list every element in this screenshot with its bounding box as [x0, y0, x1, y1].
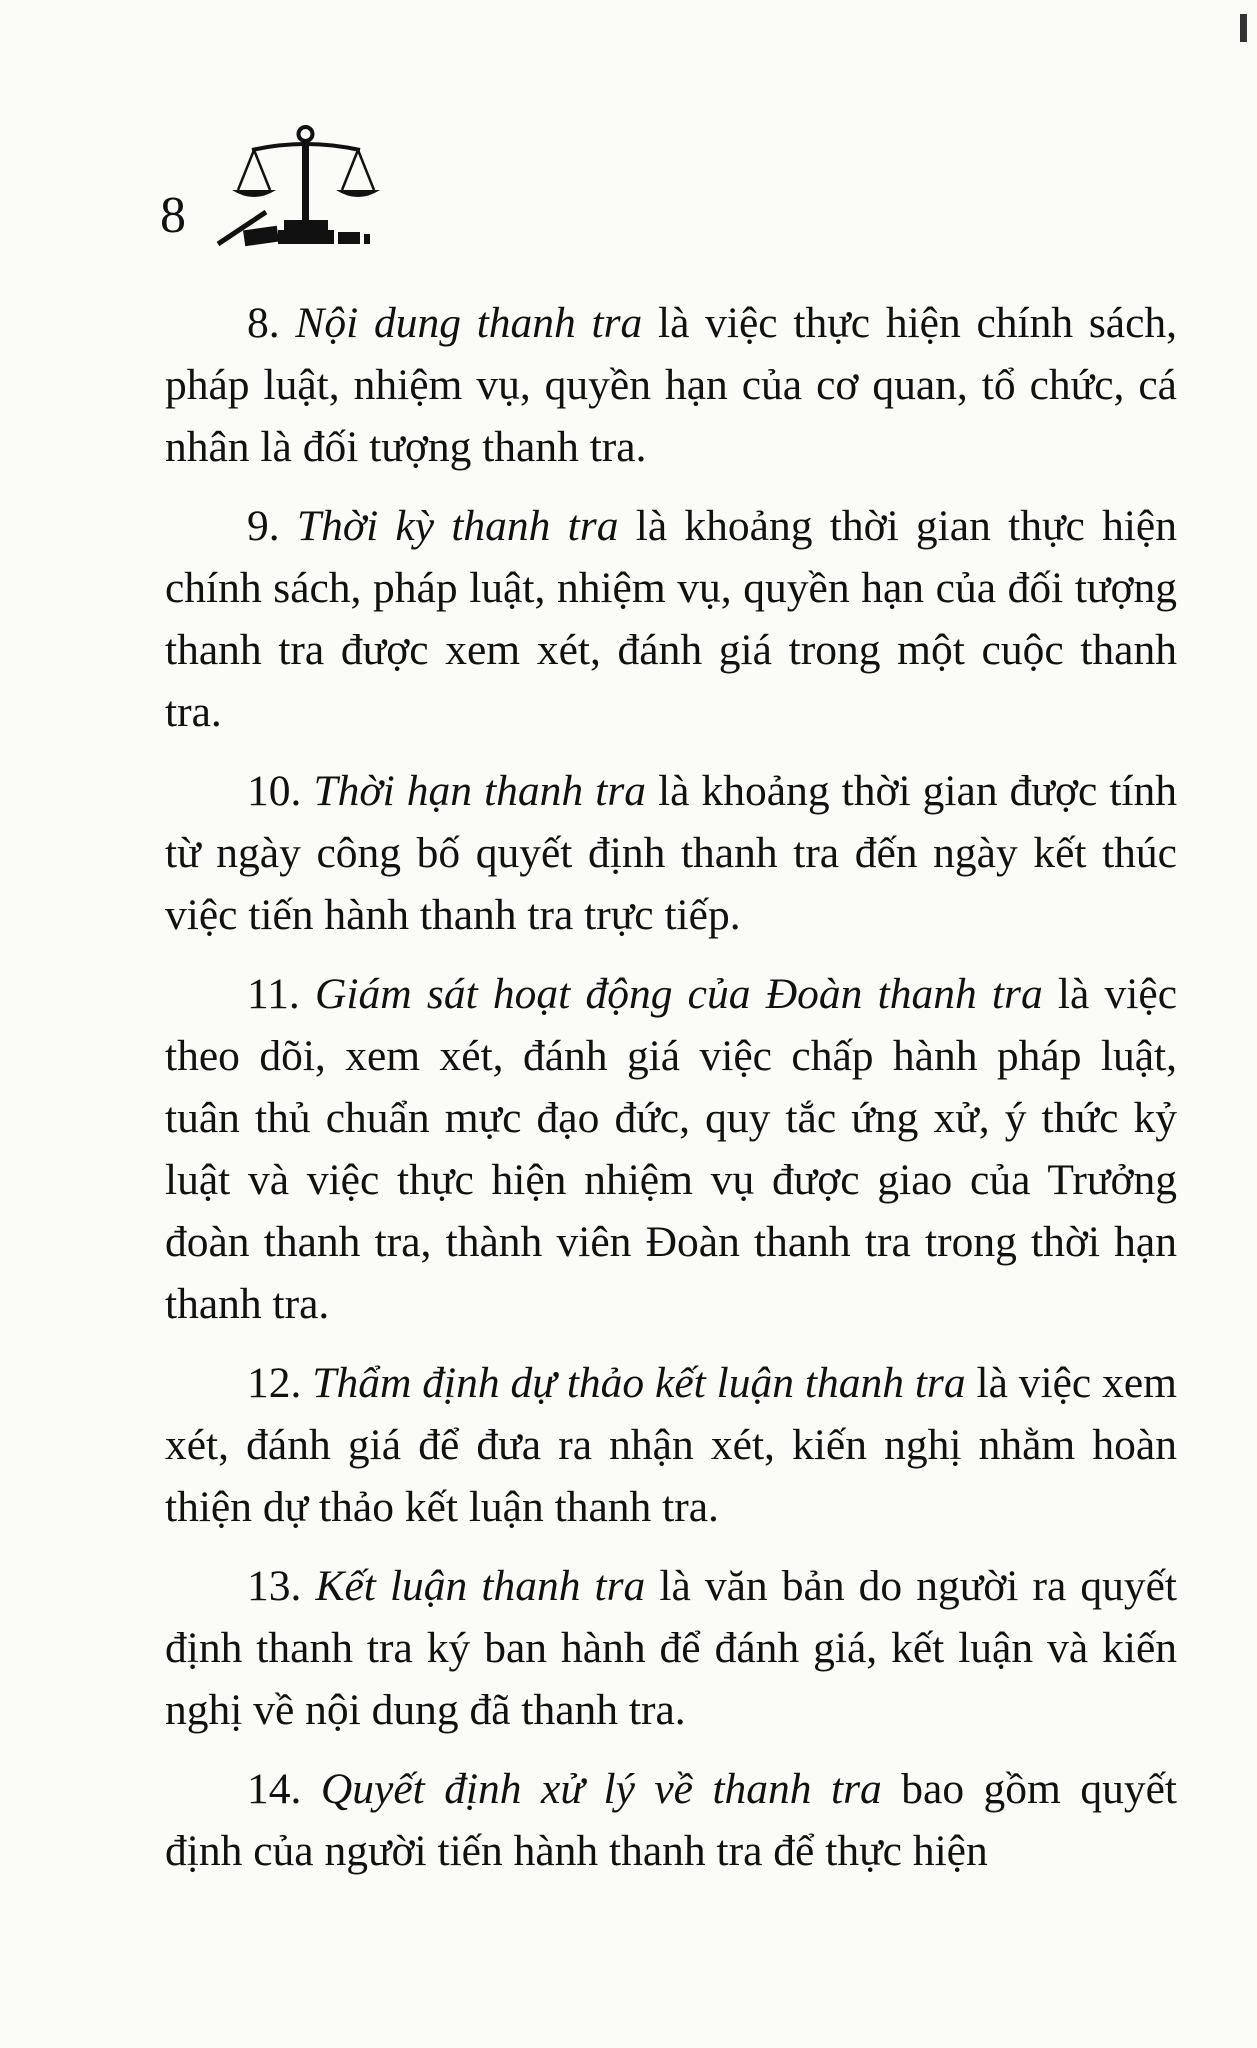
definition-text: là khoảng thời gian được tính từ ngày công bố quyết định thanh tra đến ngày kết thúc việc tiến hành thanh tra trực tiếp.	[165, 767, 1178, 939]
defined-term: Kết luận thanh tra	[315, 1562, 646, 1610]
defined-term: Quyết định xử lý về thanh tra	[320, 1765, 882, 1813]
definition-paragraph	[165, 963, 1177, 1335]
definition-text: là việc theo dõi, xem xét, đánh giá việc chấp hành pháp luật, tuân thủ chuẩn mực đạo đức, quy tắc ứng xử, ý thức kỷ luật và việc thực hiện nhiệm vụ được giao của Trưởng đoàn thanh tra, thành viên Đoàn thanh tra trong thời hạn thanh tra.	[165, 970, 1178, 1328]
definition-paragraph	[165, 1352, 1177, 1538]
definition-paragraph	[165, 1555, 1177, 1741]
item-number: 9.	[247, 502, 297, 550]
scales-of-justice-icon	[214, 120, 384, 250]
item-number: 10.	[247, 767, 314, 815]
page-number: 8	[160, 187, 186, 244]
definition-text: là việc thực hiện chính sách, pháp luật, nhiệm vụ, quyền hạn của cơ quan, tổ chức, cá nhân là đối tượng thanh tra.	[165, 299, 1177, 471]
item-number: 8.	[247, 299, 296, 347]
definition-paragraph	[165, 292, 1177, 478]
defined-term: Thẩm định dự thảo kết luận thanh tra	[312, 1359, 966, 1407]
item-number: 11.	[247, 970, 315, 1018]
item-number: 12.	[247, 1359, 313, 1407]
definitions-text	[165, 292, 1177, 1899]
corner-mark	[1240, 14, 1247, 42]
defined-term: Thời kỳ thanh tra	[296, 502, 619, 550]
definition-text: là văn bản do người ra quyết định thanh tra ký ban hành để đánh giá, kết luận và kiến nghị về nội dung đã thanh tra.	[165, 1562, 1177, 1734]
definition-paragraph	[165, 760, 1177, 946]
defined-term: Nội dung thanh tra	[295, 299, 643, 347]
item-number: 14.	[247, 1765, 321, 1813]
definition-paragraph	[165, 495, 1177, 743]
definition-text: là khoảng thời gian thực hiện chính sách, pháp luật, nhiệm vụ, quyền hạn của đối tượng thanh tra được xem xét, đánh giá trong một cuộc thanh tra.	[165, 502, 1177, 736]
definition-text: bao gồm quyết định của người tiến hành thanh tra để thực hiện	[165, 1765, 1178, 1875]
item-number: 13.	[247, 1562, 316, 1610]
definition-paragraph	[165, 1758, 1177, 1882]
page-header	[160, 120, 384, 250]
defined-term: Thời hạn thanh tra	[313, 767, 647, 815]
definition-text: là việc xem xét, đánh giá để đưa ra nhận xét, kiến nghị nhằm hoàn thiện dự thảo kết luận thanh tra.	[165, 1359, 1178, 1531]
defined-term: Giám sát hoạt động của Đoàn thanh tra	[315, 970, 1043, 1018]
